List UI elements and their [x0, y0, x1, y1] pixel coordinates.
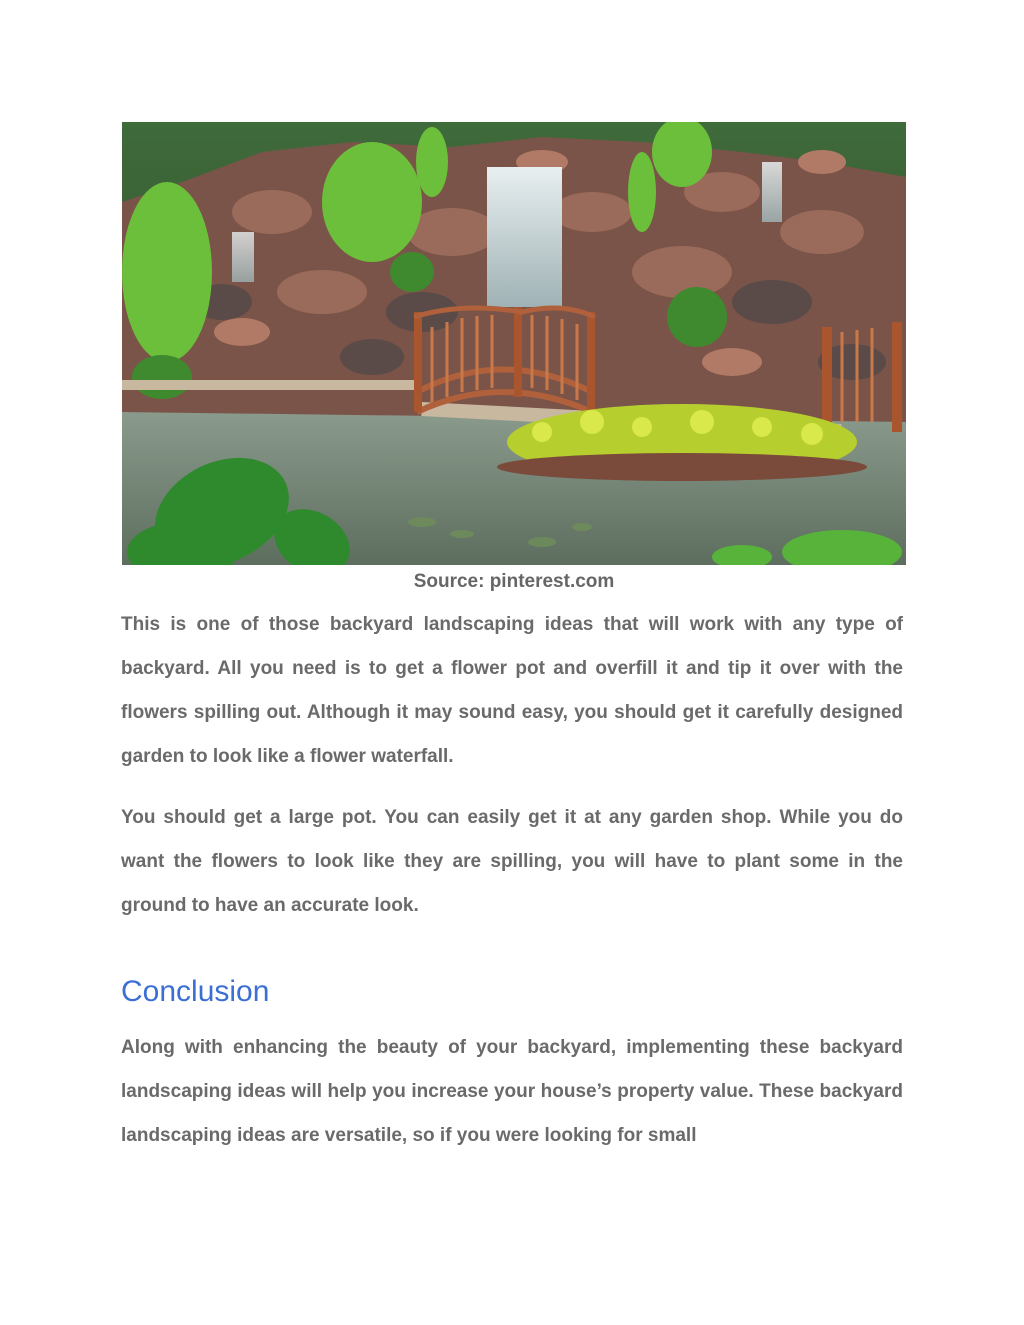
image-source-caption: Source: pinterest.com: [413, 571, 615, 592]
conclusion-heading: Conclusion: [121, 975, 270, 1008]
body-paragraph-2: You should get a large pot. You can easily get it at any garden shop. While you do want the flowers to look like they are spilling, you will have to plant some in the ground to have an accurate look.: [121, 807, 903, 916]
conclusion-paragraph: Along with enhancing the beauty of your backyard, implementing these backyard landscaping ideas will help you increase your house’s property value. These backyard landscaping ideas are versatile, so if you were looking for small: [121, 1037, 903, 1146]
body-paragraph-1: This is one of those backyard landscaping ideas that will work with any type of backyard. All you need is to get a flower pot and overfill it and tip it over with the flowers spilling out. Although it may sound easy, you should get it carefully designed garden to look like a flower waterfall.: [121, 614, 903, 767]
garden-waterfall-photo: [122, 122, 906, 565]
